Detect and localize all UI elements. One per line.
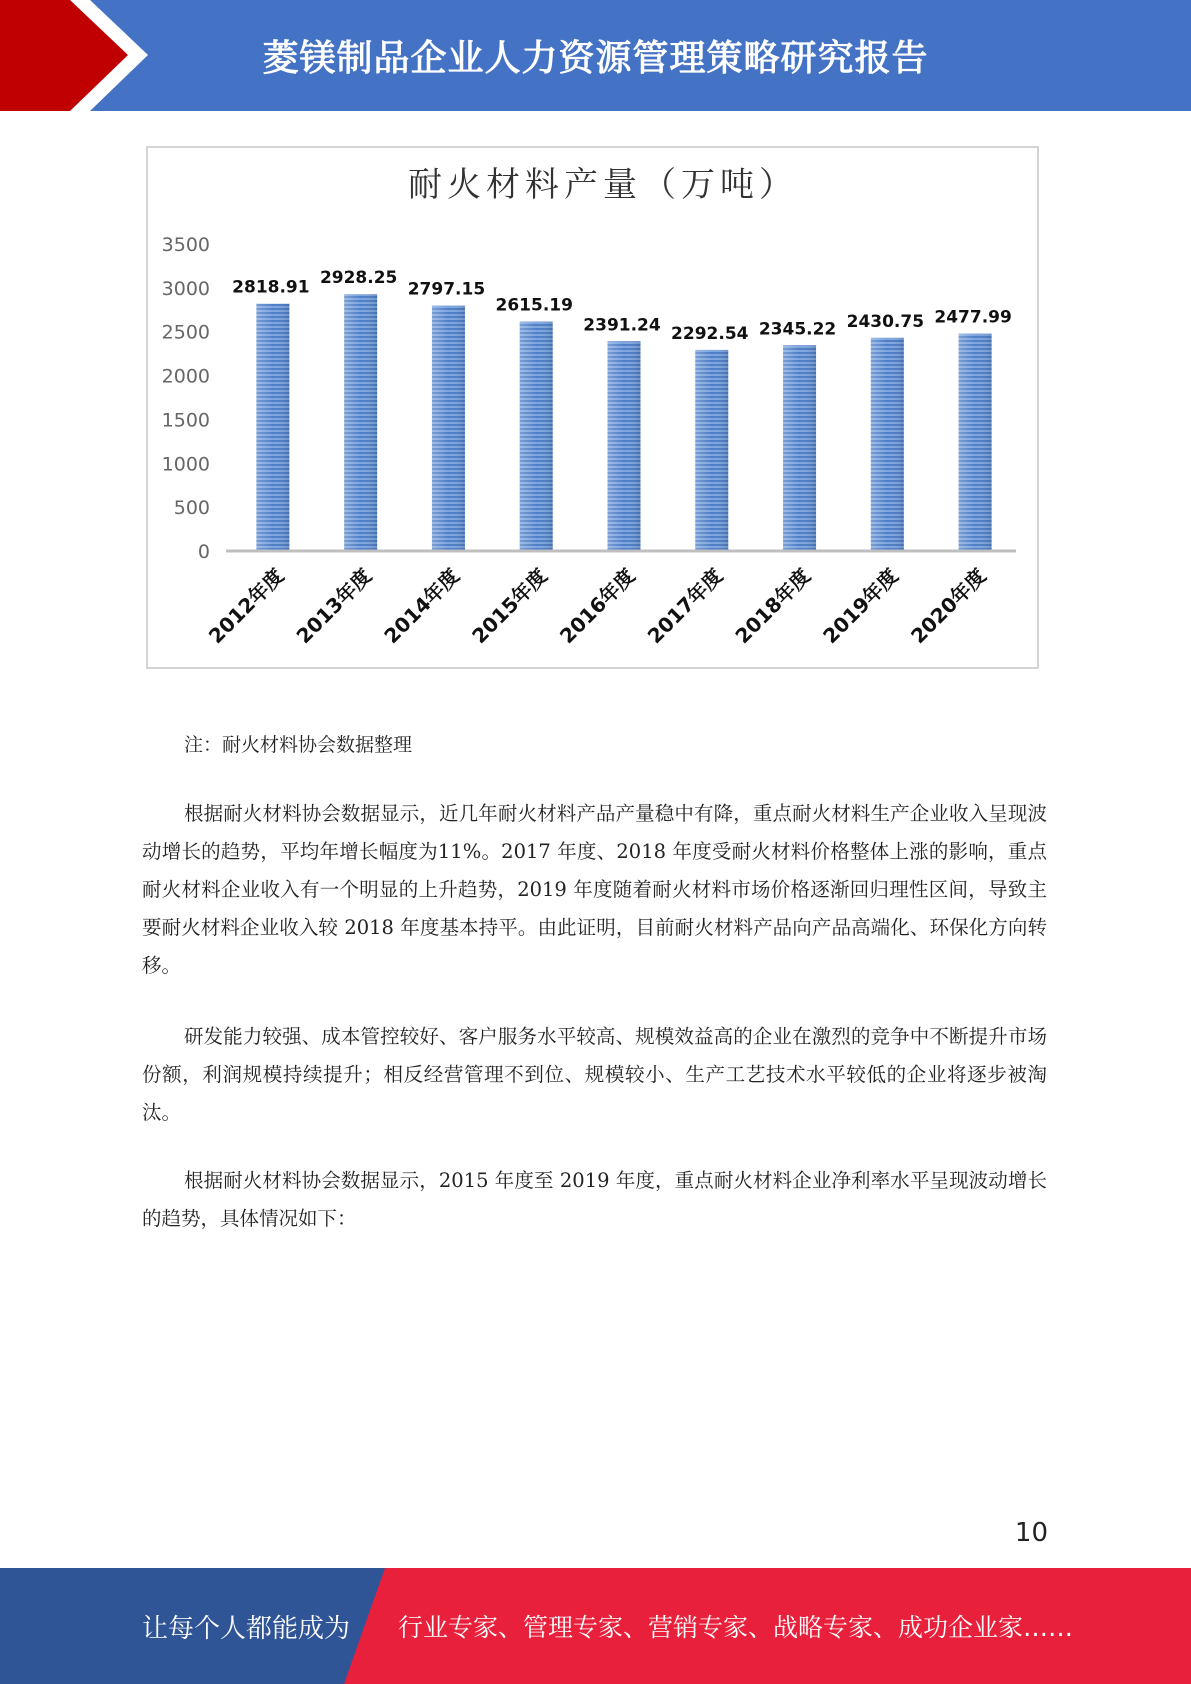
x-tick-label: 2012年度 <box>203 563 289 649</box>
header-arrow-decoration <box>0 0 160 111</box>
y-tick-label: 2500 <box>161 321 210 344</box>
bar-shading <box>959 334 992 551</box>
page-header <box>0 0 1191 111</box>
bar-shading <box>520 322 553 551</box>
footer-slogan-left: 让每个人都能成为 <box>142 1613 351 1644</box>
chart-canvas <box>148 148 1037 667</box>
y-tick-label: 3000 <box>161 277 210 300</box>
body-paragraph-1: 根据耐火材料协会数据显示，近几年耐火材料产品产量稳中有降，重点耐火材料生产企业收入呈现波动增长的趋势，平均年增长幅度为11%。2017 年度、2018 年度受耐火材料价格整体上涨的影响，重点耐火材料企业收入有一个明显的上升趋势，2019 年度随着耐火材料市场价格逐渐回归理性区间，导致主要耐火材料企业收入较 2018 年度基本持平。由此证明，目前耐火材料产品向产品高端化、环保化方向转移。 <box>142 802 1047 977</box>
data-label: 2477.99 <box>934 307 1012 328</box>
data-label: 2928.25 <box>319 268 398 289</box>
y-tick-label: 0 <box>197 541 210 563</box>
x-tick-label: 2017年度 <box>642 563 728 649</box>
y-tick-label: 1500 <box>161 409 210 432</box>
bar-shading <box>695 350 728 551</box>
report-title: 菱镁制品企业人力资源管理策略研究报告 <box>262 38 929 79</box>
bar-shading <box>256 304 289 551</box>
data-label: 2797.15 <box>407 279 486 300</box>
x-tick-label: 2016年度 <box>554 563 640 649</box>
y-tick-label: 500 <box>173 497 210 520</box>
data-label: 2391.24 <box>583 315 661 336</box>
chart-title: 耐火材料产量（万吨） <box>408 165 798 205</box>
data-label: 2345.22 <box>758 319 837 340</box>
data-label: 2615.19 <box>495 295 573 316</box>
bar-shading <box>783 345 816 551</box>
x-tick-label: 2018年度 <box>730 563 816 649</box>
chart-source-note: 注：耐火材料协会数据整理 <box>184 734 413 756</box>
data-label: 2430.75 <box>846 311 925 332</box>
x-tick-label: 2015年度 <box>467 563 552 649</box>
body-paragraph-3: 根据耐火材料协会数据显示，2015 年度至 2019 年度，重点耐火材料企业净利率水平呈现波动增长的趋势，具体情况如下： <box>142 1169 1047 1230</box>
page-number: 10 <box>1014 1518 1048 1548</box>
y-tick-label: 1000 <box>161 453 210 476</box>
y-axis <box>162 234 210 563</box>
page-footer <box>0 1568 1191 1684</box>
y-tick-label: 3500 <box>161 234 210 256</box>
footer-slogan-right: 行业专家、管理专家、营销专家、战略专家、成功企业家…… <box>398 1613 1074 1642</box>
y-tick-label: 2000 <box>161 365 210 388</box>
bar-shading <box>608 341 641 551</box>
x-tick-label: 2019年度 <box>818 563 903 649</box>
x-axis <box>204 551 1016 648</box>
x-tick-label: 2020年度 <box>906 563 991 649</box>
bar-shading <box>432 306 465 551</box>
production-bar-chart <box>146 146 1039 669</box>
body-paragraph-2: 研发能力较强、成本管控较好、客户服务水平较高、规模效益高的企业在激烈的竞争中不断提升市场份额，利润规模持续提升；相反经营管理不到位、规模较小、生产工艺技术水平较低的企业将逐步被淘汰。 <box>142 1025 1047 1124</box>
x-tick-label: 2014年度 <box>379 563 464 649</box>
bar-shading <box>344 294 377 551</box>
x-tick-label: 2013年度 <box>291 563 377 649</box>
bar-shading <box>871 338 904 551</box>
data-label: 2292.54 <box>671 323 749 344</box>
data-label: 2818.91 <box>232 277 310 298</box>
